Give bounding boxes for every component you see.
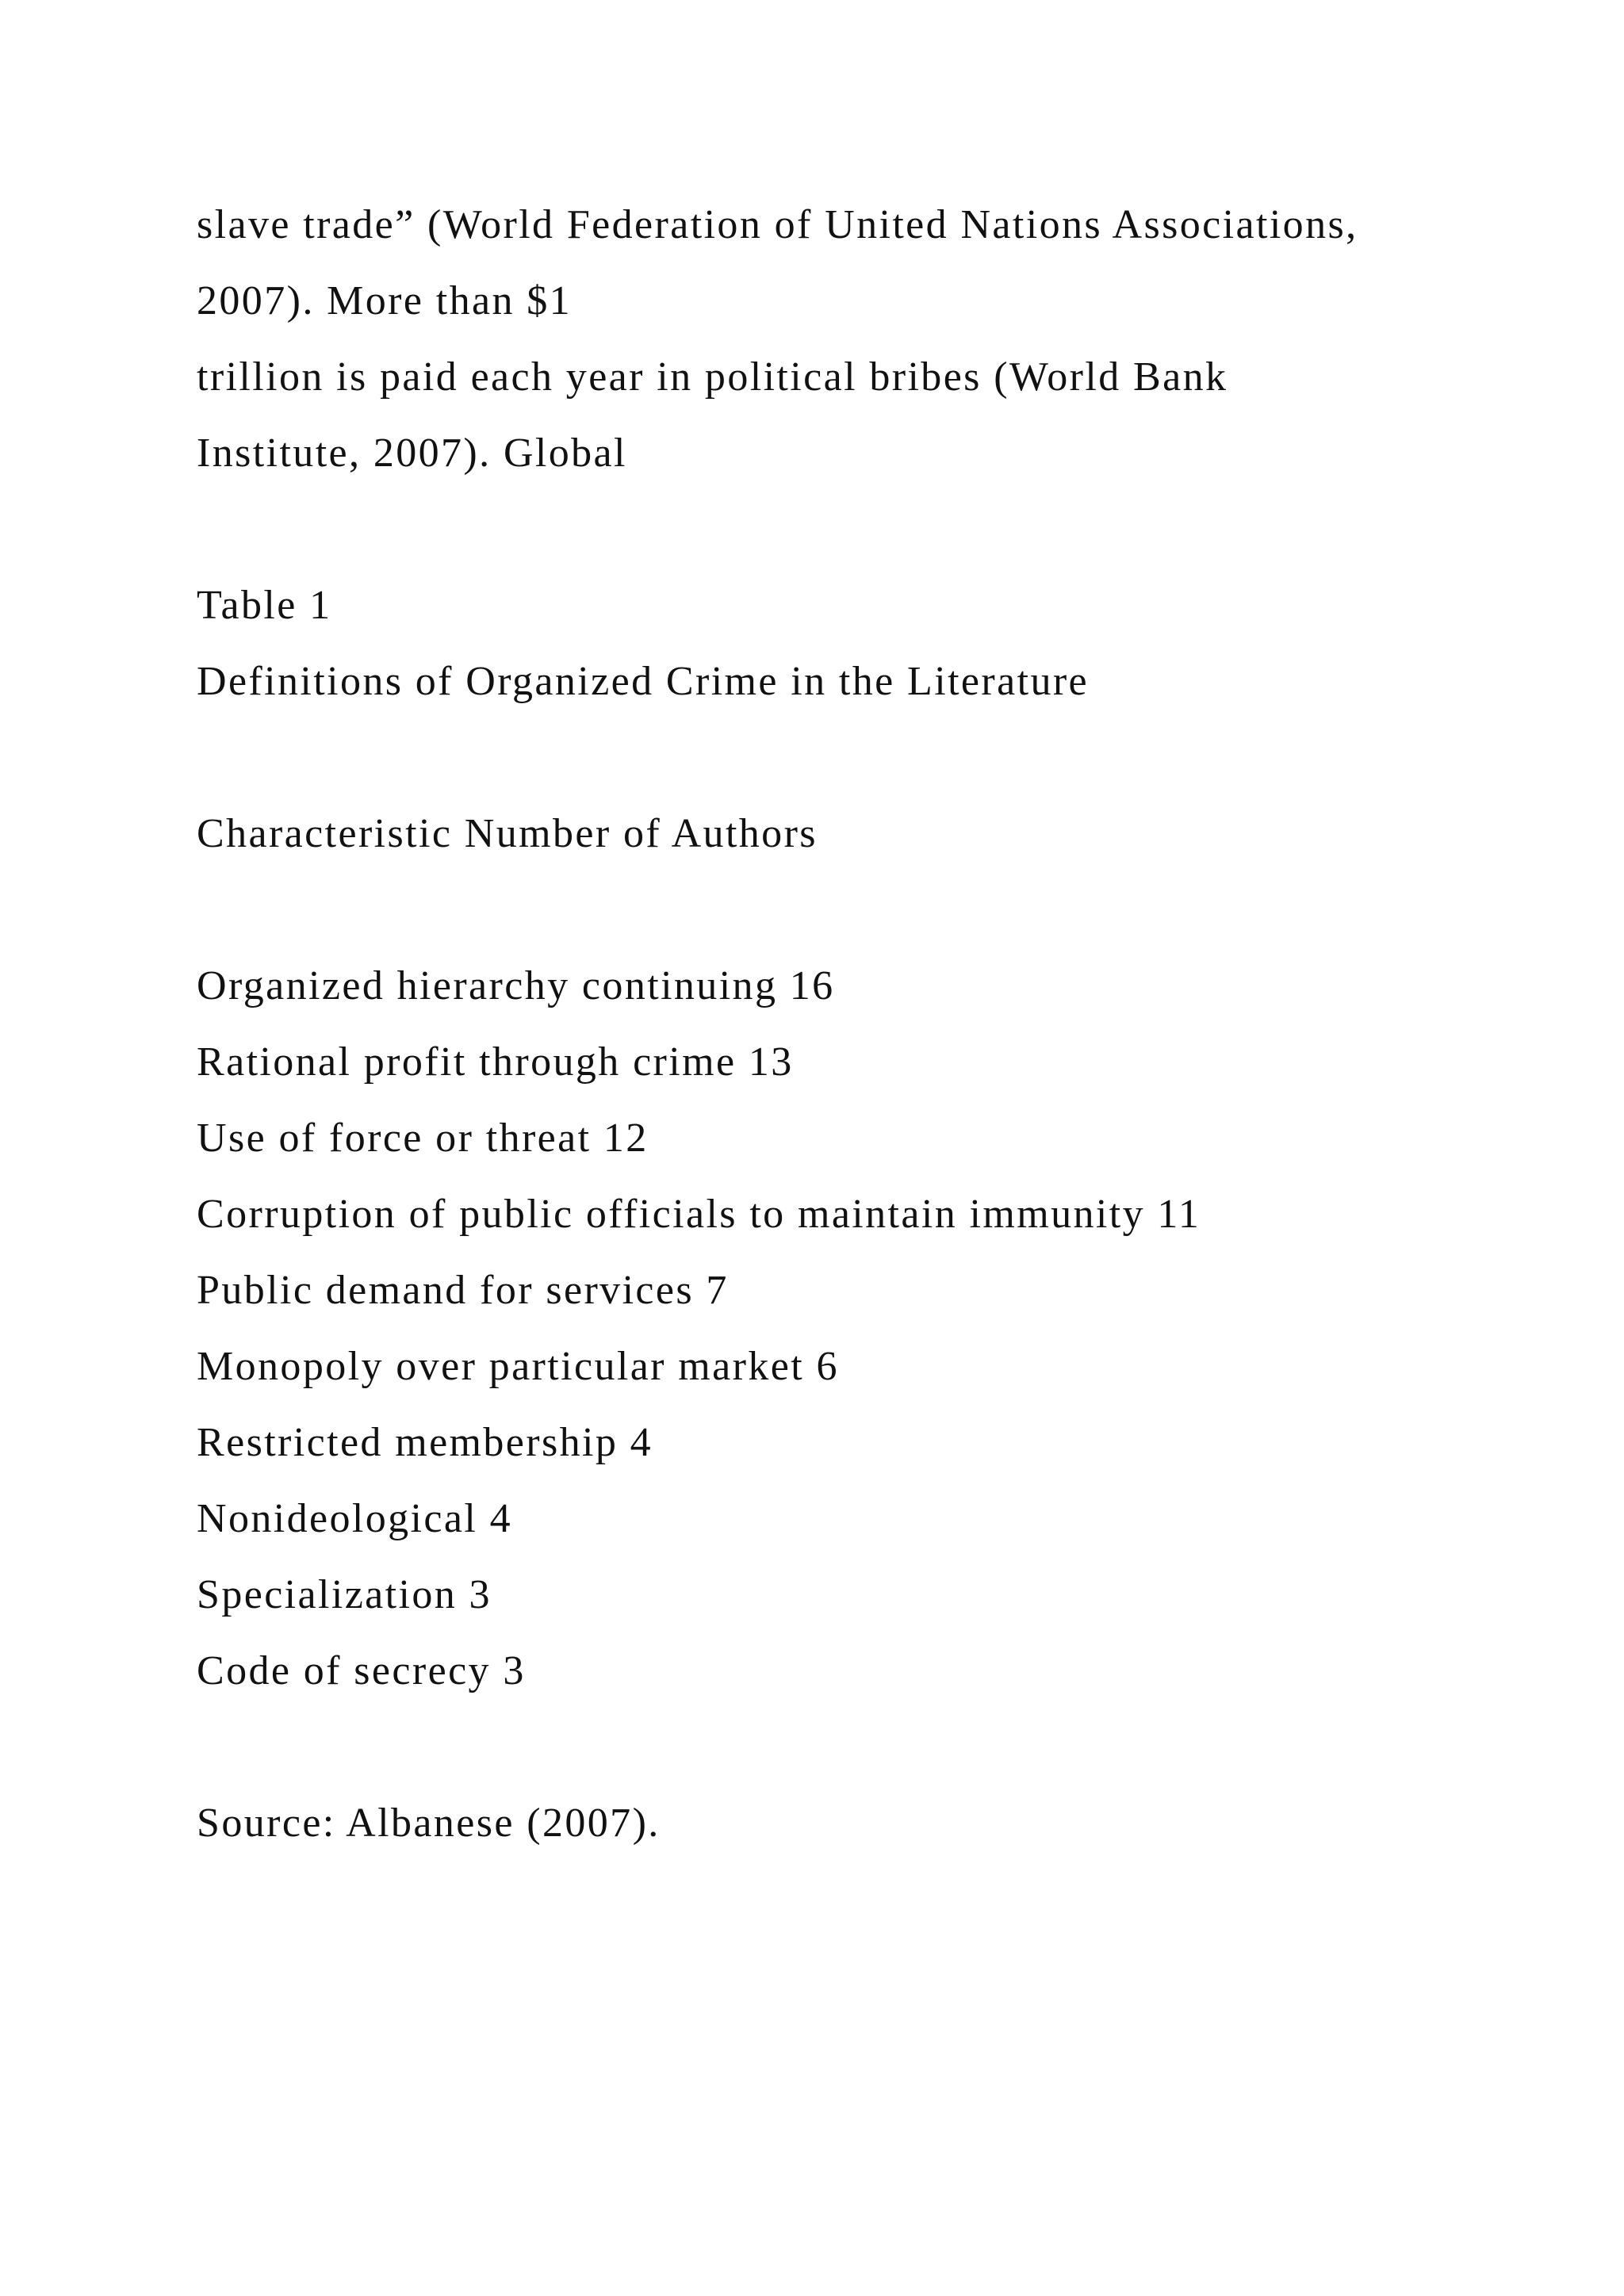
- table-row: Nonideological 4: [197, 1496, 512, 1541]
- spacer: [197, 872, 1545, 948]
- table-row: Specialization 3: [197, 1572, 492, 1617]
- table-row: Restricted membership 4: [197, 1420, 653, 1465]
- table-row: Use of force or threat 12: [197, 1115, 649, 1161]
- paragraph-line: 2007). More than $1: [197, 278, 573, 323]
- spacer: [197, 1709, 1545, 1785]
- table-source: Source: Albanese (2007).: [197, 1800, 661, 1846]
- table-label: Table 1: [197, 583, 332, 628]
- table-header: Characteristic Number of Authors: [197, 811, 818, 856]
- paragraph-line: trillion is paid each year in political bribes (World Bank: [197, 354, 1228, 400]
- paragraph-line: Institute, 2007). Global: [197, 430, 627, 476]
- table-title: Definitions of Organized Crime in the Literature: [197, 659, 1090, 704]
- table-row: Code of secrecy 3: [197, 1648, 526, 1693]
- table-row: Rational profit through crime 13: [197, 1039, 794, 1085]
- table-row: Organized hierarchy continuing 16: [197, 963, 835, 1008]
- document-body: [197, 187, 1545, 1862]
- spacer: [197, 720, 1545, 796]
- spacer: [197, 492, 1545, 568]
- table-row: Public demand for services 7: [197, 1268, 729, 1313]
- table-row: Monopoly over particular market 6: [197, 1344, 839, 1389]
- body-paragraph: [197, 187, 1545, 492]
- table-rows: [197, 948, 1545, 1709]
- table-row: Corruption of public officials to maintain immunity 11: [197, 1192, 1201, 1237]
- paragraph-line: slave trade” (World Federation of United Nations Associations,: [197, 202, 1358, 247]
